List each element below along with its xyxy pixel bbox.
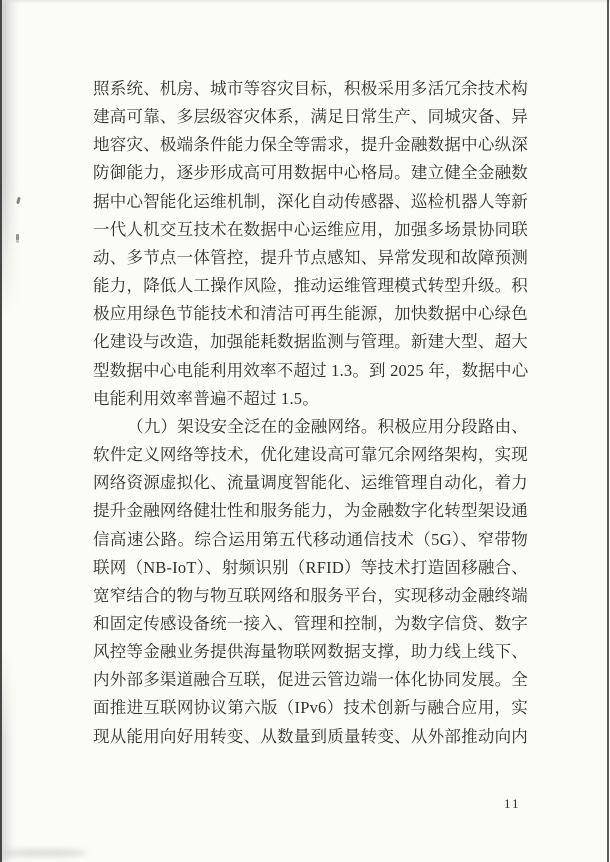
scan-edge-right xyxy=(607,0,609,862)
page-number: 11 xyxy=(504,796,521,811)
text-line: 信高速公路。综合运用第五代移动通信技术（5G）、窄带物 xyxy=(93,529,528,549)
scan-shadow-top-left xyxy=(0,0,22,320)
scan-edge-left xyxy=(0,0,2,862)
scan-edge-top xyxy=(0,0,610,4)
text-line: 据中心智能化运维机制，深化自动传感器、巡检机器人等新 xyxy=(93,191,528,211)
text-line: 一代人机交互技术在数据中心运维应用，加强多场景协同联 xyxy=(93,219,528,239)
text-line: 动、多节点一体管控，提升节点感知、异常发现和故障预测 xyxy=(93,247,528,267)
text-line: 地容灾、极端条件能力保全等需求，提升金融数据中心纵深 xyxy=(93,135,528,155)
text-line: 电能利用效率普遍不超过 1.5。 xyxy=(93,388,319,408)
text-line: 内外部多渠道融合互联，促进云管边端一体化协同发展。全 xyxy=(93,670,528,690)
scan-shadow-bottom-left xyxy=(0,642,18,862)
text-line: 联网（NB-IoT）、射频识别（RFID）等技术打造固移融合、 xyxy=(93,557,528,577)
text-line: 提升金融网络健壮性和服务能力，为金融数字化转型架设通 xyxy=(93,501,528,521)
ink-speck xyxy=(16,234,19,240)
scan-smudge-bottom xyxy=(2,849,87,857)
text-line: 现从能用向好用转变、从数量到质量转变、从外部推动向内 xyxy=(93,726,528,746)
text-line: 风控等金融业务提供海量物联网数据支撑，助力线上线下、 xyxy=(93,642,528,662)
document-body xyxy=(93,75,528,751)
text-line: 网络资源虚拟化、流量调度智能化、运维管理自动化，着力 xyxy=(93,473,528,493)
text-line: 照系统、机房、城市等容灾目标，积极采用多活冗余技术构 xyxy=(93,79,528,98)
text-line: 宽窄结合的物与物互联网络和服务平台，实现移动金融终端 xyxy=(93,585,528,605)
text-line: 软件定义网络等技术，优化建设高可靠冗余网络架构，实现 xyxy=(93,445,528,465)
text-line: 防御能力，逐步形成高可用数据中心格局。建立健全金融数 xyxy=(93,163,528,183)
text-line: 能力，降低人工操作风险，推动运维管理模式转型升级。积 xyxy=(93,276,528,296)
text-line: 建高可靠、多层级容灾体系，满足日常生产、同城灾备、异 xyxy=(93,107,528,127)
text-line: 和固定传感设备统一接入、管理和控制，为数字信贷、数字 xyxy=(93,613,528,633)
text-line: 极应用绿色节能技术和清洁可再生能源，加快数据中心绿色 xyxy=(93,304,528,324)
text-line-section-heading: （九）架设安全泛在的金融网络。积极应用分段路由、 xyxy=(127,416,528,436)
text-line: 型数据中心电能利用效率不超过 1.3。到 2025 年，数据中心 xyxy=(93,360,529,380)
text-line: 化建设与改造，加强能耗数据监测与管理。新建大型、超大 xyxy=(93,332,528,352)
text-line: 面推进互联网协议第六版（IPv6）技术创新与融合应用，实 xyxy=(93,698,528,718)
